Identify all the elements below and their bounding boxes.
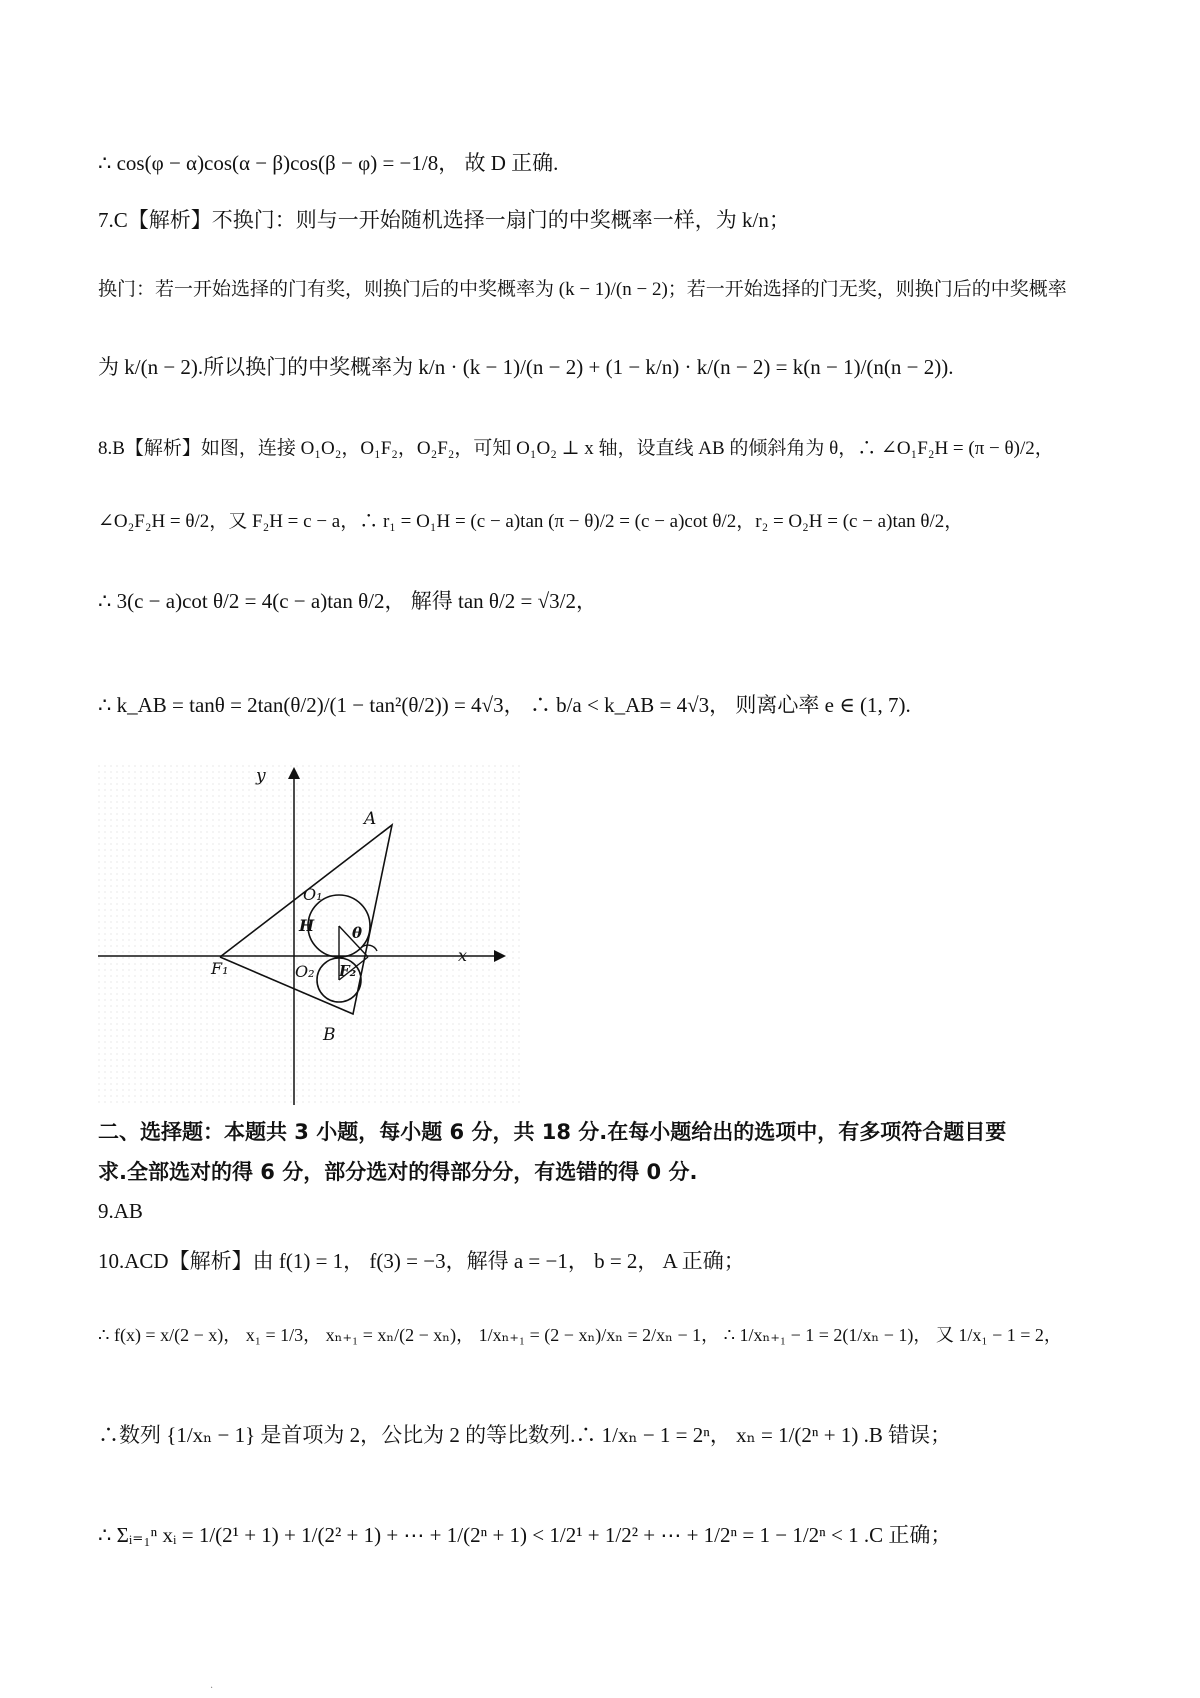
line-q10-recurrence: ∴ f(x) = x/(2 − x)， x₁ = 1/3， xₙ₊₁ = xₙ/(2 − xₙ)， 1/xₙ₊₁ = (2 − xₙ)/xₙ = 2/xₙ − 1， ∴ 1/xₙ₊₁ − 1 = 2(1/xₙ − 1)， 又 1/x₁ − 1 = 2， (98, 1325, 1062, 1345)
line-q8-solve: ∴ 3(c − a)cot θ/2 = 4(c − a)tan θ/2， 解得 tan θ/2 = √3/2， (98, 589, 597, 613)
section-2-heading-line-2: 求.全部选对的得 6 分，部分选对的得部分分，有选错的得 0 分. (98, 1160, 698, 1184)
line-q10-intro: 10.ACD【解析】由 f(1) = 1， f(3) = −3，解得 a = −1， b = 2， A 正确； (98, 1249, 745, 1273)
line-q7-result: 为 k/(n − 2).所以换门的中奖概率为 k/n · (k − 1)/(n − 2) + (1 − k/n) · k/(n − 2) = k(n − 1)/(n(n − 2)). (98, 355, 954, 379)
line-q7-intro: 7.C【解析】不换门：则与一开始随机选择一扇门的中奖概率一样，为 k/n； (98, 208, 790, 232)
label-x: x (458, 946, 468, 965)
label-o1: O₁ (303, 885, 323, 904)
hyperbola-figure (98, 765, 522, 1105)
label-f2: F₂ (339, 962, 357, 980)
line-q9-answer: 9.AB (98, 1199, 143, 1223)
label-h: H (299, 916, 315, 935)
label-f1: F₁ (211, 959, 229, 978)
label-b: B (323, 1025, 336, 1045)
label-o2: O₂ (295, 962, 315, 981)
section-2-heading (98, 1112, 1118, 1192)
section-2-heading-line-1: 二、选择题：本题共 3 小题，每小题 6 分，共 18 分.在每小题给出的选项中，有多项符合题目要 (98, 1120, 1007, 1144)
line-q7-switch: 换门：若一开始选择的门有奖，则换门后的中奖概率为 (k − 1)/(n − 2)；若一开始选择的门无奖，则换门后的中奖概率 (98, 279, 1067, 300)
line-conclusion-d: ∴ cos(φ − α)cos(α − β)cos(β − φ) = −1/8， 故 D 正确. (98, 151, 559, 175)
label-y: y (256, 766, 266, 786)
line-q8-slope: ∴ k_AB = tanθ = 2tan(θ/2)/(1 − tan²(θ/2)) = 4√3， ∴ b/a < k_AB = 4√3， 则离心率 e ∈ (1, 7). (98, 693, 911, 717)
line-q10-sequence: ∴数列 {1/xₙ − 1} 是首项为 2，公比为 2 的等比数列.∴ 1/xₙ − 1 = 2ⁿ， xₙ = 1/(2ⁿ + 1) .B 错误； (98, 1423, 952, 1447)
line-q10-sum: ∴ Σᵢ₌₁ⁿ xᵢ = 1/(2¹ + 1) + 1/(2² + 1) + ⋯ + 1/(2ⁿ + 1) < 1/2¹ + 1/2² + ⋯ + 1/2ⁿ = 1 − 1/2ⁿ < 1 .C 正确； (98, 1523, 952, 1547)
page-footer-dot: . (210, 1680, 214, 1691)
label-a: A (364, 809, 377, 829)
line-q8-radii: ∠O₂F₂H = θ/2，又 F₂H = c − a，∴ r₁ = O₁H = (c − a)tan (π − θ)/2 = (c − a)cot θ/2，r₂ = O₂H = (c − a)tan θ/2， (98, 511, 964, 532)
line-q8-intro: 8.B【解析】如图，连接 O₁O₂，O₁F₂，O₂F₂，可知 O₁O₂ ⊥ x 轴，设直线 AB 的倾斜角为 θ，∴ ∠O₁F₂H = (π − θ)/2， (98, 438, 1054, 459)
figure-svg (98, 765, 522, 1105)
label-theta: θ (352, 924, 363, 942)
